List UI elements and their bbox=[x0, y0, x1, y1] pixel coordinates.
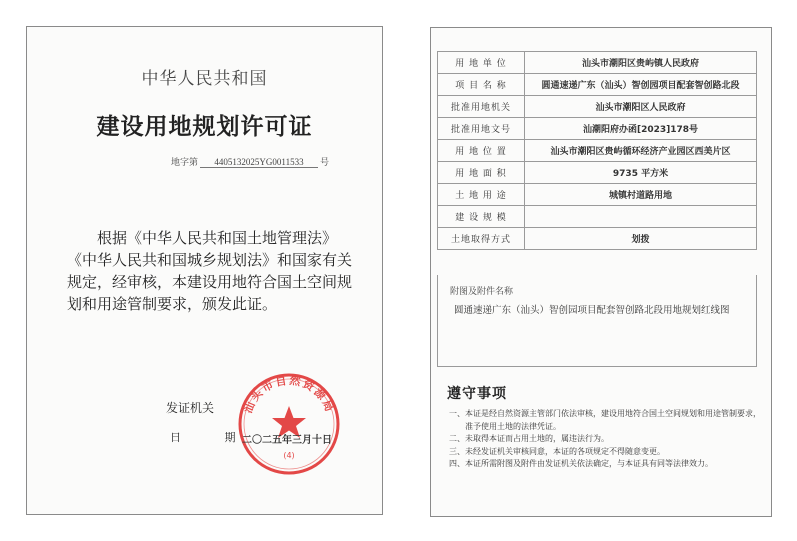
row-label: 用 地 位 置 bbox=[438, 140, 525, 162]
certificate-number bbox=[171, 155, 329, 168]
row-value: 圆通速递广东（汕头）智创园项目配套智创路北段 bbox=[525, 74, 757, 96]
row-label: 建 设 规 模 bbox=[438, 206, 525, 228]
row-label: 土地取得方式 bbox=[438, 228, 525, 250]
cert-prefix: 地字第 bbox=[171, 158, 199, 168]
table-row bbox=[438, 206, 757, 228]
cert-suffix: 号 bbox=[320, 158, 330, 168]
attachment-label: 附图及附件名称 bbox=[450, 287, 514, 297]
row-label: 用 地 面 积 bbox=[438, 162, 525, 184]
row-label: 批准用地机关 bbox=[438, 96, 525, 118]
notes-title: 遵守事项 bbox=[447, 386, 507, 402]
table-row bbox=[438, 228, 757, 250]
row-value: 汕潮阳府办函[2023]178号 bbox=[525, 118, 757, 140]
table-row bbox=[438, 52, 757, 74]
row-value: 9735 平方米 bbox=[525, 162, 757, 184]
attachment-section bbox=[437, 275, 757, 367]
table-row bbox=[438, 118, 757, 140]
row-value: 汕头市潮阳区贵屿镇人民政府 bbox=[525, 52, 757, 74]
row-label: 项 目 名 称 bbox=[438, 74, 525, 96]
row-value: 划拨 bbox=[525, 228, 757, 250]
certificate-right-page bbox=[430, 27, 772, 517]
note-item: 四、本证所需附图及附件由发证机关依法确定，与本证具有同等法律效力。 bbox=[449, 459, 713, 468]
land-info-table bbox=[437, 51, 757, 250]
row-label: 用 地 单 位 bbox=[438, 52, 525, 74]
certificate-left-page bbox=[26, 26, 383, 515]
certificate-body: 根据《中华人民共和国土地管理法》《中华人民共和国城乡规划法》和国家有关规定，经审核，本建设用地符合国土空间规划和用途管制要求，颁发此证。 bbox=[67, 229, 353, 313]
row-label: 土 地 用 途 bbox=[438, 184, 525, 206]
table-row bbox=[438, 162, 757, 184]
row-value: 汕头市潮阳区人民政府 bbox=[525, 96, 757, 118]
table-row bbox=[438, 74, 757, 96]
note-item: 三、未经发证机关审核同意，本证的各项规定不得随意变更。 bbox=[449, 446, 665, 456]
seal-text: 汕头市自然资源局 bbox=[241, 373, 337, 416]
date-label: 日 期 bbox=[170, 431, 256, 444]
row-value: 城镇村道路用地 bbox=[525, 184, 757, 206]
notes-list bbox=[449, 408, 761, 471]
issue-date: 二〇二五年三月十日 bbox=[242, 435, 332, 446]
note-item: 二、未取得本证而占用土地的，属违法行为。 bbox=[449, 434, 609, 443]
table-row bbox=[438, 140, 757, 162]
issuer-label: 发证机关 bbox=[166, 401, 215, 415]
note-item: 一、本证是经自然资源主管部门依法审核，建设用地符合国土空间规划和用途管制要求，准予使用土地的法律凭证。 bbox=[449, 409, 761, 431]
row-label: 批准用地文号 bbox=[438, 118, 525, 140]
row-value: 汕头市潮阳区贵屿循环经济产业园区西美片区 bbox=[525, 140, 757, 162]
country-heading: 中华人民共和国 bbox=[141, 69, 268, 89]
official-seal-stamp bbox=[237, 372, 341, 476]
attachment-content: 圆通速递广东（汕头）智创园项目配套智创路北段用地规划红线图 bbox=[454, 305, 730, 316]
table-row bbox=[438, 96, 757, 118]
row-value bbox=[525, 206, 757, 228]
seal-number: (4) bbox=[283, 451, 295, 460]
certificate-title: 建设用地规划许可证 bbox=[96, 113, 313, 140]
cert-number-value: 4405132025YG0011533 bbox=[200, 157, 318, 168]
table-row bbox=[438, 184, 757, 206]
